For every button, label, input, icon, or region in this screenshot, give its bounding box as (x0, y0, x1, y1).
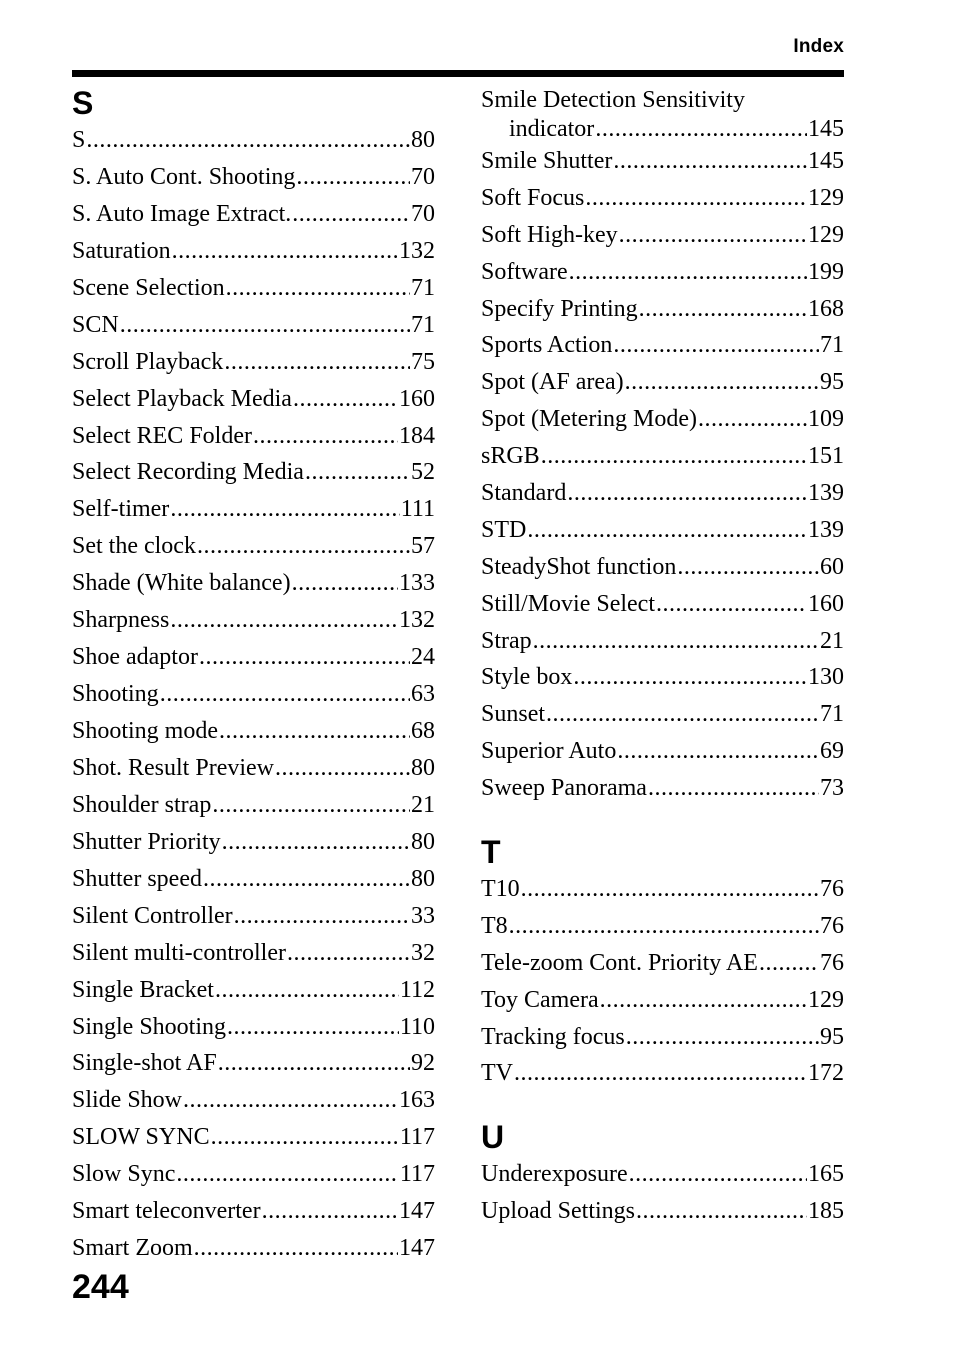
entry-label: Sharpness (72, 607, 170, 634)
dot-leader (212, 787, 410, 824)
entry-label: Upload Settings (481, 1198, 635, 1225)
entry-page: 147 (399, 1198, 435, 1225)
entry-continuation (481, 116, 844, 143)
index-entry (481, 770, 844, 807)
index-entry (481, 438, 844, 475)
entry-page: 129 (808, 184, 844, 211)
entry-page: 160 (399, 385, 435, 412)
index-entry (481, 217, 844, 254)
index-entry (72, 750, 435, 787)
index-entry (481, 659, 844, 696)
dot-leader (573, 659, 807, 696)
entry-page: 76 (820, 949, 844, 976)
index-entry (72, 418, 435, 455)
index-entry (72, 676, 435, 713)
entry-page: 133 (399, 570, 435, 597)
entry-label: Select REC Folder (72, 422, 252, 449)
dot-leader (509, 908, 819, 945)
index-entry (481, 291, 844, 328)
entry-page: 145 (808, 148, 844, 174)
dot-leader (636, 1193, 807, 1230)
dot-leader (253, 418, 398, 455)
index-entry (72, 122, 435, 159)
dot-leader (546, 696, 819, 733)
dot-leader (296, 159, 410, 196)
dot-leader (120, 307, 410, 344)
entry-label: Smile Shutter (481, 148, 613, 174)
entry-page: 145 (808, 116, 844, 142)
entry-page: 95 (820, 369, 844, 396)
entry-label: SLOW SYNC (72, 1124, 210, 1151)
index-entry (481, 549, 844, 586)
dot-leader (215, 972, 399, 1009)
entry-label: Shot. Result Preview (72, 754, 274, 781)
dot-leader (629, 1156, 807, 1193)
index-entry (481, 623, 844, 660)
dot-leader (199, 639, 410, 676)
entry-page: 63 (411, 681, 435, 708)
dot-leader (170, 602, 398, 639)
entry-label: Strap (481, 627, 532, 654)
entry-page: 168 (808, 295, 844, 322)
entry-page: 172 (808, 1060, 844, 1087)
dot-leader (305, 454, 410, 491)
dot-leader (626, 1019, 819, 1056)
entry-label: Shoe adaptor (72, 644, 198, 671)
index-entry (481, 475, 844, 512)
entry-page: 184 (399, 422, 435, 449)
index-entry (72, 713, 435, 750)
index-entry (481, 908, 844, 945)
entry-page: 80 (411, 828, 435, 855)
dot-leader (677, 549, 819, 586)
entry-label: Shutter speed (72, 865, 202, 892)
entry-label: Single-shot AF (72, 1050, 217, 1077)
entry-page: 71 (820, 701, 844, 728)
entry-label: Soft High-key (481, 221, 618, 248)
entry-label: SCN (72, 311, 119, 338)
entry-page: 75 (411, 348, 435, 375)
index-entry (72, 159, 435, 196)
entry-page: 165 (808, 1161, 844, 1188)
index-entry (72, 565, 435, 602)
dot-leader (613, 143, 807, 180)
entry-label: Tele-zoom Cont. Priority AE (481, 949, 758, 976)
dot-leader (617, 733, 819, 770)
index-entry (72, 824, 435, 861)
entry-page: 132 (399, 237, 435, 264)
entry-page: 70 (411, 200, 435, 227)
entry-label: Specify Printing (481, 295, 638, 322)
entry-page: 52 (411, 459, 435, 486)
entry-label: Smile Detection Sensitivity (481, 87, 745, 113)
dot-leader (585, 180, 807, 217)
dot-leader (218, 1045, 410, 1082)
index-entry (481, 586, 844, 623)
index-column-left (72, 84, 435, 1267)
entry-page: 130 (808, 664, 844, 691)
entry-page: 163 (399, 1087, 435, 1114)
dot-leader (262, 1193, 398, 1230)
index-entry-list (481, 1156, 844, 1230)
index-entry (72, 528, 435, 565)
index-entry (481, 401, 844, 438)
dot-leader (203, 861, 410, 898)
entry-page: 76 (820, 912, 844, 939)
index-entry (72, 454, 435, 491)
entry-label: Self-timer (72, 496, 170, 523)
page-number: 244 (72, 1268, 129, 1306)
index-entry (72, 861, 435, 898)
entry-page: 110 (399, 1013, 435, 1040)
dot-leader (541, 438, 807, 475)
entry-page: 109 (808, 406, 844, 433)
index-entry (481, 1055, 844, 1092)
dot-leader (287, 935, 410, 972)
dot-leader (600, 982, 807, 1019)
entry-page: 21 (820, 627, 844, 654)
entry-label: Underexposure (481, 1161, 628, 1188)
entry-page: 117 (399, 1124, 435, 1151)
section-letter: S (72, 85, 94, 121)
dot-leader (521, 871, 819, 908)
dot-leader (219, 713, 410, 750)
entry-label: T8 (481, 912, 508, 939)
section-letter: U (481, 1119, 505, 1156)
index-entry (72, 307, 435, 344)
index-entry (72, 1119, 435, 1156)
dot-leader (222, 824, 410, 861)
entry-label: Tracking focus (481, 1023, 625, 1050)
entry-label: SteadyShot function (481, 553, 677, 580)
entry-label: Shutter Priority (72, 828, 221, 855)
dot-leader (625, 364, 819, 401)
dot-leader (234, 898, 410, 935)
dot-leader (176, 1156, 399, 1193)
entry-page: 80 (411, 127, 435, 153)
entry-label: Single Bracket (72, 976, 214, 1003)
entry-label: STD (481, 516, 527, 543)
dot-leader (595, 116, 807, 143)
entry-page: 60 (820, 553, 844, 580)
entry-label: Slide Show (72, 1087, 183, 1114)
dot-leader (619, 217, 807, 254)
entry-label: Shoulder strap (72, 791, 212, 818)
entry-label: Smart teleconverter (72, 1198, 261, 1225)
entry-label: TV (481, 1060, 513, 1087)
entry-label: Saturation (72, 237, 171, 264)
entry-label: Shade (White balance) (72, 570, 291, 597)
index-entry (72, 935, 435, 972)
entry-page: 71 (411, 274, 435, 301)
entry-page: 139 (808, 480, 844, 507)
dot-leader (172, 233, 398, 270)
entry-label: Select Playback Media (72, 385, 292, 412)
entry-page: 160 (808, 590, 844, 617)
entry-page: 112 (399, 976, 435, 1003)
index-entry (481, 1019, 844, 1056)
index-section-t (481, 833, 844, 1092)
index-entry-list (72, 122, 435, 1267)
entry-label: Set the clock (72, 533, 196, 560)
index-entry (72, 196, 435, 233)
entry-label: Silent multi-controller (72, 939, 286, 966)
dot-leader (170, 491, 399, 528)
entry-page: 71 (820, 332, 844, 359)
entry-page: 57 (411, 533, 435, 560)
index-entry (481, 1156, 844, 1193)
index-entry (72, 1082, 435, 1119)
entry-page: 80 (411, 865, 435, 892)
index-entry (72, 1045, 435, 1082)
index-entry (72, 787, 435, 824)
index-section-s (72, 84, 435, 1267)
entry-label-continued: indicator (509, 116, 595, 142)
entry-label: Scroll Playback (72, 348, 224, 375)
entry-label: Style box (481, 664, 573, 691)
running-header: Index (793, 36, 844, 57)
index-entry (481, 696, 844, 733)
dot-leader (226, 270, 410, 307)
index-column-right (481, 84, 844, 1230)
entry-label: Shooting mode (72, 718, 219, 744)
index-entry (481, 512, 844, 549)
dot-leader (275, 750, 410, 787)
dot-leader (656, 586, 807, 623)
dot-leader (698, 401, 807, 438)
index-entry (481, 327, 844, 364)
entry-page: 147 (399, 1235, 435, 1262)
index-entry (481, 180, 844, 217)
index-entry (481, 364, 844, 401)
dot-leader (194, 1230, 398, 1267)
entry-page: 117 (399, 1161, 435, 1188)
dot-leader (224, 344, 410, 381)
index-section-s-continued (481, 84, 844, 807)
entry-label: Slow Sync (72, 1161, 176, 1188)
index-entry (72, 381, 435, 418)
dot-leader (569, 254, 807, 291)
entry-page: 139 (808, 516, 844, 543)
dot-leader (227, 1009, 399, 1046)
section-letter: T (481, 834, 501, 871)
dot-leader (759, 945, 819, 982)
entry-label: T10 (481, 876, 520, 903)
index-entry-list (481, 871, 844, 1092)
entry-label: Toy Camera (481, 986, 599, 1013)
entry-label: sRGB (481, 443, 540, 470)
index-entry (481, 1193, 844, 1230)
dot-leader (533, 623, 819, 660)
entry-label: Still/Movie Select (481, 590, 655, 617)
index-entry (481, 84, 844, 143)
dot-leader (160, 676, 410, 713)
entry-page: 132 (399, 607, 435, 634)
dot-leader (292, 196, 410, 233)
entry-label: Smart Zoom (72, 1235, 193, 1262)
entry-label: Spot (Metering Mode) (481, 406, 697, 433)
entry-page: 70 (411, 163, 435, 190)
dot-leader (197, 528, 410, 565)
entry-label: Select Recording Media (72, 459, 304, 486)
index-entry (72, 639, 435, 676)
dot-leader (613, 327, 819, 364)
entry-page: 199 (808, 258, 844, 285)
index-entry (481, 982, 844, 1019)
index-entry (481, 733, 844, 770)
index-entry (481, 254, 844, 291)
index-entry (72, 491, 435, 528)
entry-page: 33 (411, 902, 435, 929)
index-entry (481, 945, 844, 982)
dot-leader (639, 291, 807, 328)
dot-leader (292, 565, 398, 602)
entry-page: 129 (808, 221, 844, 248)
index-entry (72, 270, 435, 307)
entry-page: 95 (820, 1023, 844, 1050)
index-section-u (481, 1118, 844, 1230)
index-entry (72, 1193, 435, 1230)
entry-page: 69 (820, 738, 844, 765)
entry-label: Software (481, 258, 568, 285)
dot-leader (514, 1055, 807, 1092)
entry-label: S (72, 127, 86, 153)
entry-label: Soft Focus (481, 184, 585, 211)
dot-leader (527, 512, 807, 549)
entry-page: 73 (820, 775, 844, 802)
index-entry (72, 602, 435, 639)
index-entry (72, 344, 435, 381)
entry-label: Single Shooting (72, 1013, 227, 1040)
entry-label: Scene Selection (72, 274, 225, 301)
dot-leader (567, 475, 807, 512)
index-entry (72, 1230, 435, 1267)
dot-leader (293, 381, 398, 418)
entry-page: 185 (808, 1198, 844, 1225)
entry-label: Standard (481, 480, 567, 507)
entry-page: 32 (411, 939, 435, 966)
dot-leader (648, 770, 819, 807)
entry-page: 71 (411, 311, 435, 338)
index-entry (72, 1009, 435, 1046)
entry-page: 129 (808, 986, 844, 1013)
entry-label: Sunset (481, 701, 546, 728)
index-entry (72, 972, 435, 1009)
index-entry-list (481, 84, 844, 807)
index-entry (72, 1156, 435, 1193)
dot-leader (183, 1082, 398, 1119)
dot-leader (86, 122, 410, 159)
entry-label: Superior Auto (481, 738, 617, 765)
entry-page: 80 (411, 754, 435, 781)
entry-label: Spot (AF area) (481, 369, 624, 396)
entry-page: 68 (411, 718, 435, 744)
entry-page: 76 (820, 876, 844, 903)
entry-page: 111 (400, 496, 435, 523)
entry-label: Sports Action (481, 332, 613, 359)
entry-page: 92 (411, 1050, 435, 1077)
entry-label: S. Auto Cont. Shooting (72, 163, 296, 190)
entry-page: 24 (411, 644, 435, 671)
index-entry (72, 233, 435, 270)
entry-label: Sweep Panorama (481, 775, 647, 802)
index-entry (72, 898, 435, 935)
index-entry (481, 871, 844, 908)
entry-label: Shooting (72, 681, 159, 708)
index-entry (481, 143, 844, 180)
dot-leader (211, 1119, 399, 1156)
entry-label: S. Auto Image Extract. (72, 200, 292, 227)
header-rule (72, 70, 844, 77)
entry-page: 21 (411, 791, 435, 818)
entry-label: Silent Controller (72, 902, 233, 929)
entry-page: 151 (808, 443, 844, 470)
